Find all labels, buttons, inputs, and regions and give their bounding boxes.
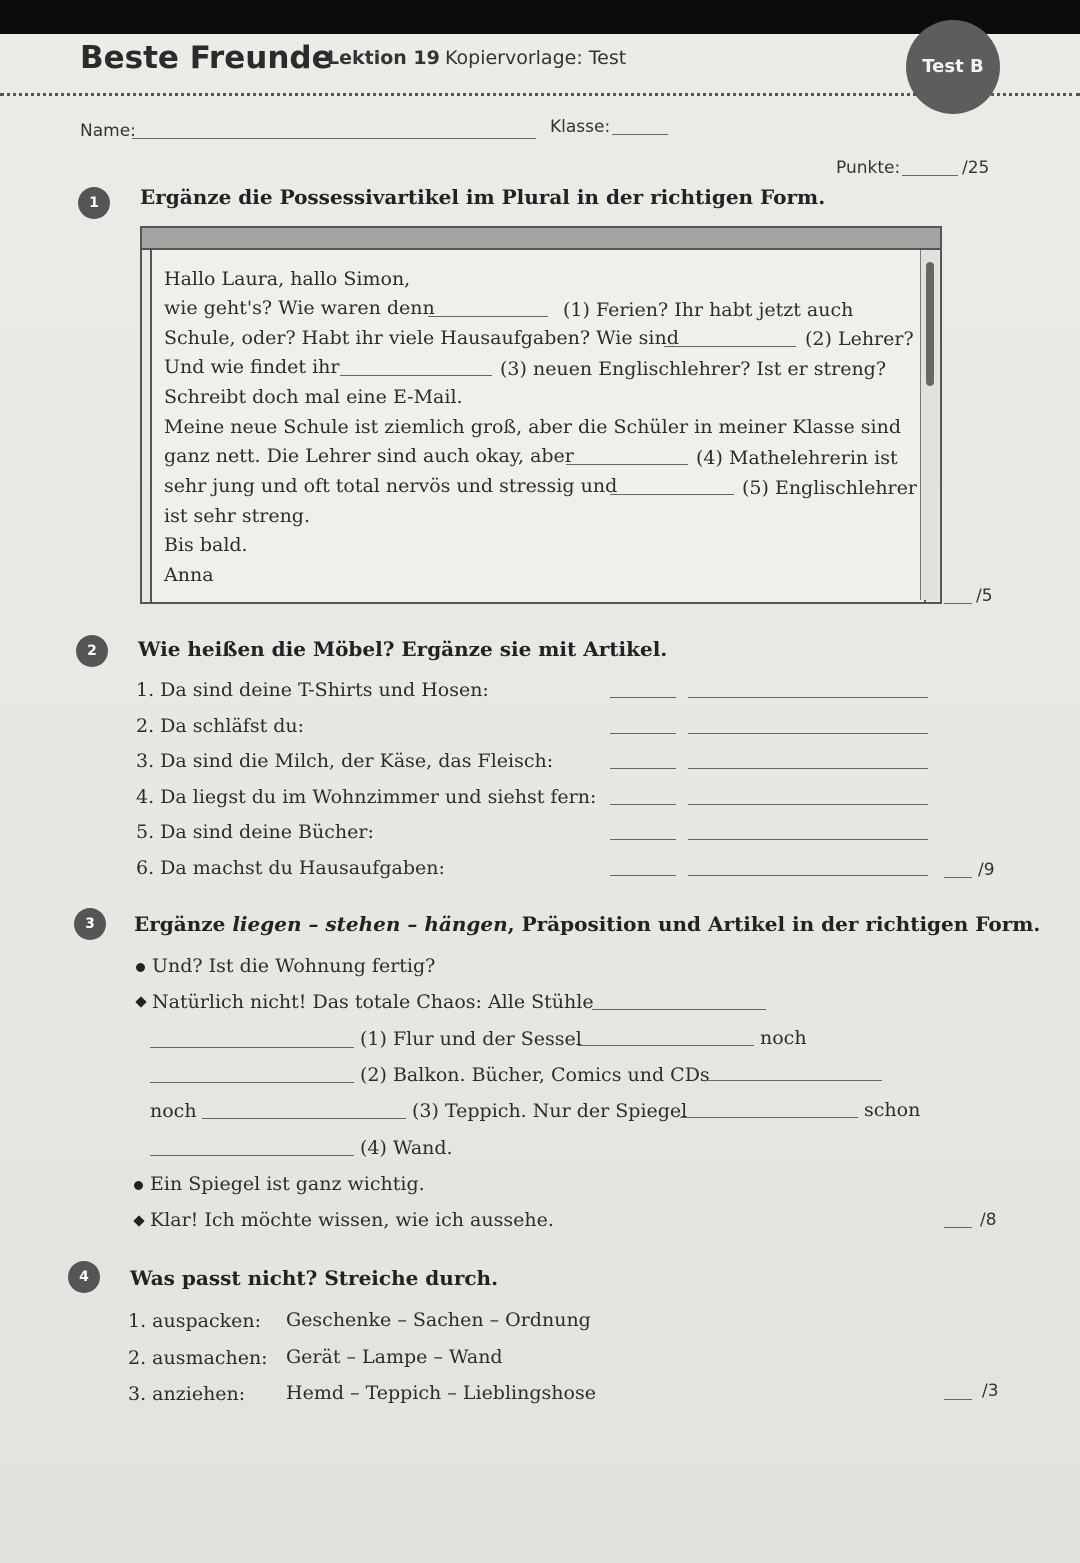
lesson-label: Lektion 19 <box>327 47 440 69</box>
points-field[interactable] <box>902 175 958 176</box>
strike-item-2-verb: 2. ausmachen: <box>128 1347 268 1369</box>
email-line-9: ist sehr streng. <box>164 505 311 527</box>
task-number-4: 4 <box>68 1261 100 1293</box>
noun-field-5[interactable] <box>688 839 928 840</box>
gap-4[interactable] <box>566 464 688 465</box>
task-number-2: 2 <box>76 635 108 667</box>
article-field-1[interactable] <box>610 697 676 698</box>
strike-item-1-words[interactable]: Geschenke – Sachen – Ordnung <box>286 1309 591 1331</box>
gap-t3-4[interactable] <box>150 1155 354 1156</box>
copy-template-label: Kopiervorlage: Test <box>445 47 627 69</box>
email-line-3a: Schule, oder? Habt ihr viele Hausaufgaben? Wie sind <box>164 327 679 349</box>
email-line-3b: (2) Lehrer? <box>805 328 914 350</box>
dialog-line-3a: (1) Flur und der Sessel <box>360 1028 582 1050</box>
gap-1[interactable] <box>428 316 548 317</box>
top-dark-strip <box>0 0 1080 34</box>
email-line-7a: ganz nett. Die Lehrer sind auch okay, aber <box>164 445 574 467</box>
email-line-7b: (4) Mathelehrerin ist <box>696 447 898 469</box>
article-field-2[interactable] <box>610 733 676 734</box>
dialog-line-7: Ein Spiegel ist ganz wichtig. <box>150 1173 425 1195</box>
task3-instruction-c: , Präposition und Artikel in der richtigen Form. <box>507 912 1041 936</box>
strike-item-1-verb: 1. auspacken: <box>128 1310 262 1332</box>
dialog-line-5a: noch <box>150 1100 197 1122</box>
task2-score: /9 <box>978 860 995 880</box>
bullet-dot-icon <box>134 1181 143 1190</box>
noun-field-2[interactable] <box>688 733 928 734</box>
furniture-item-5: 5. Da sind deine Bücher: <box>136 821 374 843</box>
gap-t3-1[interactable] <box>150 1047 354 1048</box>
email-line-8b: (5) Englischlehrer <box>742 477 917 499</box>
article-field-6[interactable] <box>610 875 676 876</box>
bullet-dot-icon <box>136 963 145 972</box>
email-line-11: Anna <box>164 564 214 586</box>
task3-score-field[interactable] <box>944 1227 972 1228</box>
class-field[interactable] <box>612 134 668 135</box>
task-number-1: 1 <box>78 187 110 219</box>
dialog-line-5c: schon <box>864 1099 921 1121</box>
task1-instruction: Ergänze die Possessivartikel im Plural in der richtigen Form. <box>140 185 826 209</box>
task3-instruction-a: Ergänze <box>134 912 233 936</box>
gap-sessel[interactable] <box>578 1045 754 1046</box>
email-line-4b: (3) neuen Englischlehrer? Ist er streng? <box>500 358 887 380</box>
furniture-item-4: 4. Da liegst du im Wohnzimmer und siehst fern: <box>136 786 597 808</box>
noun-field-3[interactable] <box>688 768 928 769</box>
task4-score-field[interactable] <box>944 1399 972 1400</box>
task1-score-field[interactable] <box>944 603 972 604</box>
email-line-2b: (1) Ferien? Ihr habt jetzt auch <box>563 299 854 321</box>
dialog-line-8: Klar! Ich möchte wissen, wie ich aussehe. <box>150 1209 554 1231</box>
dialog-line-2: Natürlich nicht! Das totale Chaos: Alle Stühle <box>152 991 594 1013</box>
task3-score: /8 <box>980 1210 997 1230</box>
brand-title: Beste Freunde <box>80 40 333 76</box>
furniture-item-2: 2. Da schläfst du: <box>136 715 305 737</box>
article-field-5[interactable] <box>610 839 676 840</box>
email-line-1: Hallo Laura, hallo Simon, <box>164 268 411 290</box>
gap-3[interactable] <box>340 375 492 376</box>
noun-field-4[interactable] <box>688 804 928 805</box>
dialog-line-6a: (4) Wand. <box>360 1137 453 1159</box>
email-line-10: Bis bald. <box>164 534 248 556</box>
noun-field-1[interactable] <box>688 697 928 698</box>
task4-instruction: Was passt nicht? Streiche durch. <box>130 1266 499 1290</box>
email-title-bar <box>142 228 940 250</box>
dialog-line-5b: (3) Teppich. Nur der Spiegel <box>412 1100 688 1122</box>
task3-instruction <box>134 912 1040 936</box>
gap-cds[interactable] <box>706 1080 882 1081</box>
test-badge-label: Test B <box>922 55 984 77</box>
email-line-2a: wie geht's? Wie waren denn <box>164 297 435 319</box>
article-field-4[interactable] <box>610 804 676 805</box>
name-field[interactable] <box>132 138 536 139</box>
task-number-3: 3 <box>74 908 106 940</box>
dialog-line-1: Und? Ist die Wohnung fertig? <box>152 955 436 977</box>
strike-item-3-verb: 3. anziehen: <box>128 1383 246 1405</box>
furniture-item-3: 3. Da sind die Milch, der Käse, das Fleisch: <box>136 750 554 772</box>
points-label: Punkte: <box>836 158 901 178</box>
strike-item-3-words[interactable]: Hemd – Teppich – Lieblingshose <box>286 1382 596 1404</box>
class-label: Klasse: <box>550 117 611 137</box>
task4-score: /3 <box>982 1381 999 1401</box>
gap-spiegel[interactable] <box>680 1117 858 1118</box>
email-line-4a: Und wie findet ihr <box>164 356 340 378</box>
email-line-6: Meine neue Schule ist ziemlich groß, aber die Schüler in meiner Klasse sind <box>164 416 902 438</box>
gap-5[interactable] <box>610 494 734 495</box>
dialog-line-3b: noch <box>760 1027 807 1049</box>
noun-field-6[interactable] <box>688 875 928 876</box>
gap-stuehle[interactable] <box>592 1009 766 1010</box>
task2-instruction: Wie heißen die Möbel? Ergänze sie mit Artikel. <box>138 637 668 661</box>
email-line-8a: sehr jung und oft total nervös und stressig und <box>164 475 618 497</box>
gap-t3-3[interactable] <box>202 1118 406 1119</box>
task3-instruction-verbs: liegen – stehen – hängen <box>232 912 508 936</box>
email-line-5: Schreibt doch mal eine E-Mail. <box>164 386 463 408</box>
task2-score-field[interactable] <box>944 877 972 878</box>
article-field-3[interactable] <box>610 768 676 769</box>
strike-item-2-words[interactable]: Gerät – Lampe – Wand <box>286 1346 503 1368</box>
furniture-item-1: 1. Da sind deine T-Shirts und Hosen: <box>136 679 489 701</box>
dialog-line-4a: (2) Balkon. Bücher, Comics und CDs <box>360 1064 710 1086</box>
furniture-item-6: 6. Da machst du Hausaufgaben: <box>136 857 445 879</box>
test-badge <box>906 20 1000 114</box>
email-scrollbar-thumb[interactable] <box>926 262 934 386</box>
gap-t3-2[interactable] <box>150 1082 354 1083</box>
task1-score: /5 <box>976 586 993 606</box>
points-total: /25 <box>962 158 990 178</box>
gap-2[interactable] <box>664 346 796 347</box>
name-label: Name: <box>80 121 136 141</box>
